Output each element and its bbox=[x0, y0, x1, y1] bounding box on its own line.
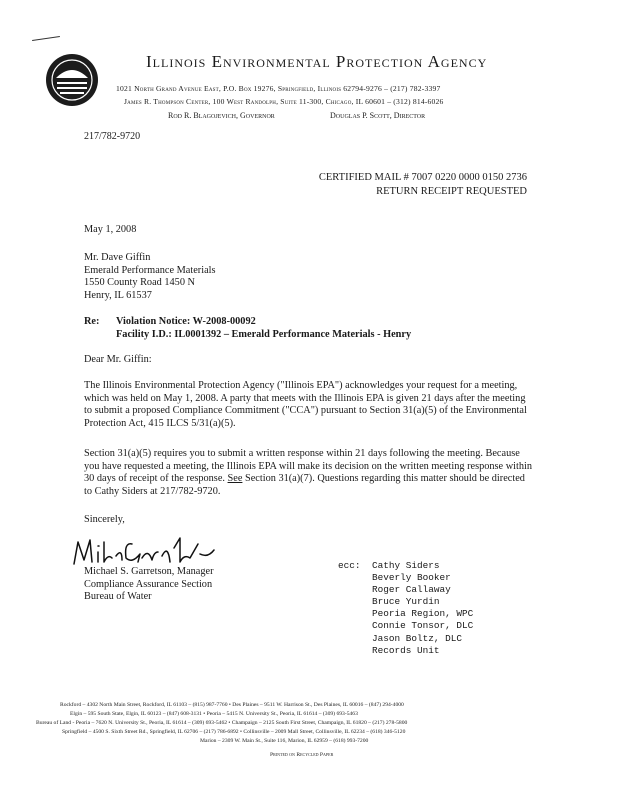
footer-offices-5: Marion – 2309 W. Main St., Suite 116, Marion, IL 62959 – (618) 993-7200 bbox=[200, 738, 369, 744]
violation-notice: Violation Notice: W-2008-00092 bbox=[116, 316, 256, 327]
ecc-list bbox=[372, 560, 473, 657]
signer-block bbox=[84, 566, 214, 604]
ecc-recipient: Peoria Region, WPC bbox=[372, 608, 474, 620]
recipient-city: Henry, IL 61537 bbox=[84, 289, 152, 301]
footer-offices-3: Bureau of Land - Peoria – 7620 N. University St., Peoria, IL 61614 – (309) 693-5462 • Champaign – 2125 South First Street, Champaign, IL 61820 – (217) 278-5800 bbox=[36, 720, 408, 726]
illinois-epa-seal-icon bbox=[44, 52, 100, 108]
governor-name: Rod R. Blagojevich, Governor bbox=[168, 111, 275, 120]
paragraph2-text-end: Section 31(a)(7). Questions regarding this matter should be directed to Cathy Siders at 217/782-9720. bbox=[84, 473, 525, 497]
ecc-recipient: Cathy Siders bbox=[372, 560, 440, 571]
office-phone: 217/782-9720 bbox=[84, 131, 141, 142]
footer-offices-2: Elgin – 595 South State, Elgin, IL 60123 – (847) 608-3131 • Peoria – 5415 N. University St., Peoria, IL 61614 – (309) 693-5463 bbox=[70, 711, 358, 717]
address-springfield: 1021 North Grand Avenue East, P.O. Box 19276, Springfield, Illinois 62794-9276 – (217) 782-3397 bbox=[116, 84, 441, 93]
ecc-recipient: Beverly Booker bbox=[372, 572, 451, 584]
recipient-company: Emerald Performance Materials bbox=[84, 264, 216, 276]
recipient-name: Mr. Dave Giffin bbox=[84, 252, 151, 263]
ecc-recipient: Bruce Yurdin bbox=[372, 596, 440, 608]
footer-offices-1: Rockford – 4302 North Main Street, Rockford, IL 61103 – (815) 987-7760 • Des Plaines – 9511 W. Harrison St., Des Plaines, IL 60016 – (847) 294-4000 bbox=[60, 702, 404, 708]
ecc-recipient: Jason Boltz, DLC bbox=[372, 632, 463, 644]
ecc-recipient: Roger Callaway bbox=[372, 584, 451, 596]
signer-bureau: Bureau of Water bbox=[84, 591, 152, 603]
paragraph2-text: Section 31(a)(5) requires you to submit a written response within 21 days following the meeting. Because you have requested a meeting, the Illinois EPA will make its decision on the written meeting response within 30 days of receipt of the response. bbox=[84, 448, 533, 485]
recipient-street: 1550 County Road 1450 N bbox=[84, 277, 195, 289]
recycled-paper-note: Printed on Recycled Paper bbox=[270, 752, 334, 758]
facility-id: Facility I.D.: IL0001392 – Emerald Performance Materials - Henry bbox=[116, 328, 412, 340]
agency-name: Illinois Environmental Protection Agency bbox=[146, 52, 488, 71]
ecc-recipient: Records Unit bbox=[372, 644, 440, 656]
ecc-recipient: Connie Tonsor, DLC bbox=[372, 620, 474, 632]
handwritten-signature bbox=[68, 534, 238, 570]
ecc-label: ecc: bbox=[338, 560, 361, 571]
address-chicago: James R. Thompson Center, 100 West Randolph, Suite 11-300, Chicago, IL 60601 – (312) 814-6026 bbox=[124, 97, 444, 106]
signer-name: Michael S. Garretson, Manager bbox=[84, 566, 214, 577]
re-label-text: Re: bbox=[84, 316, 100, 327]
see-reference: See bbox=[227, 473, 243, 485]
re-label bbox=[84, 316, 99, 329]
paragraph-acknowledgement: The Illinois Environmental Protection Agency ("Illinois EPA") acknowledges your request for a meeting, which was held on May 1, 2008. A party that meets with the Illinois EPA is given 21 days after the meeting to submit a proposed Compliance Commitment ("CCA") pursuant to Section 31(a)(5) of the Environmental Protection Act, 415 ILCS 5/31(a)(5). bbox=[84, 380, 527, 429]
re-block bbox=[116, 316, 411, 341]
return-receipt: RETURN RECEIPT REQUESTED bbox=[376, 186, 527, 197]
closing: Sincerely, bbox=[84, 514, 125, 525]
certified-mail-number: CERTIFIED MAIL # 7007 0220 0000 0150 2736 bbox=[318, 172, 527, 183]
footer-offices-4: Springfield – 4500 S. Sixth Street Rd., Springfield, IL 62706 – (217) 786-6892 • Collinsville – 2009 Mall Street, Collinsville, IL 62234 – (618) 346-5120 bbox=[62, 729, 406, 735]
salutation: Dear Mr. Giffin: bbox=[84, 354, 152, 365]
scan-artifact bbox=[32, 36, 60, 41]
signer-section: Compliance Assurance Section bbox=[84, 578, 213, 590]
letter-date: May 1, 2008 bbox=[84, 224, 137, 235]
paragraph-response-requirement bbox=[84, 448, 534, 498]
recipient-address bbox=[84, 252, 216, 302]
director-name: Douglas P. Scott, Director bbox=[330, 111, 426, 120]
